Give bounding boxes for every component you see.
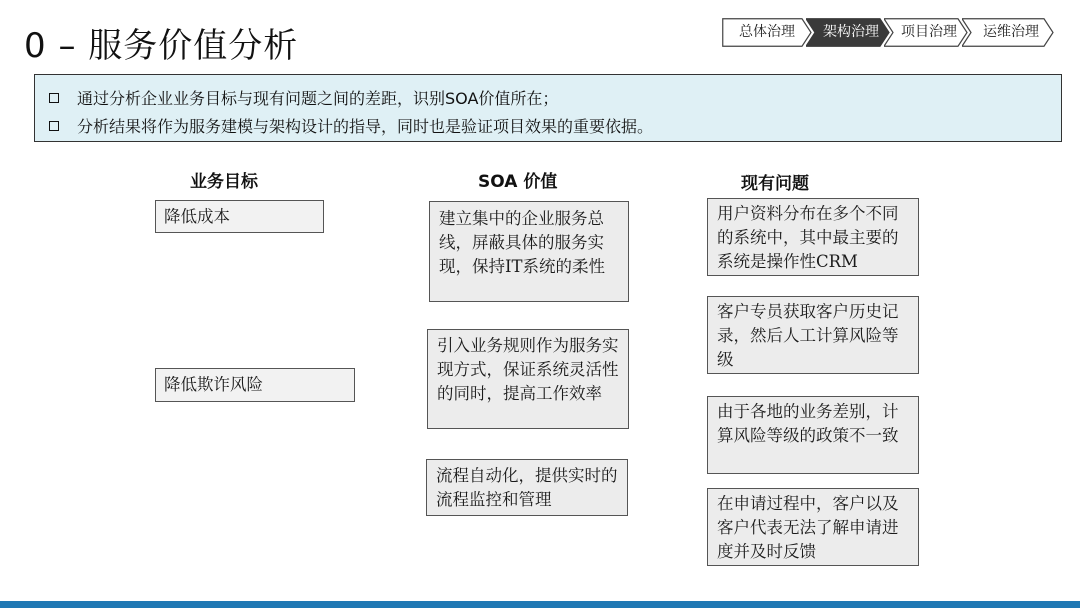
breadcrumb [722,18,1054,47]
note-item [45,114,653,137]
summary-note-box [34,74,1062,142]
page-title: 0 – 服务价值分析 [24,26,299,66]
problem-box-policy: 由于各地的业务差别，计算风险等级的政策不一致 [707,396,919,474]
problem-box-feedback: 在申请过程中，客户以及客户代表无法了解申请进度并及时反馈 [707,488,919,566]
problem-box-crm: 用户资料分布在多个不同的系统中，其中最主要的系统是操作性CRM [707,198,919,276]
crumb-label: 架构治理 [823,24,879,40]
checkbox-bullet-icon [49,121,59,131]
soa-value-box-rules: 引入业务规则作为服务实现方式，保证系统灵活性的同时，提高工作效率 [427,329,629,429]
problem-box-manual-risk: 客户专员获取客户历史记录，然后人工计算风险等级 [707,296,919,374]
problems-column-header: 现有问题 [741,174,809,194]
note-text: 通过分析企业业务目标与现有问题之间的差距，识别SOA价值所在； [77,89,559,108]
note-item [45,86,558,109]
checkbox-bullet-icon [49,93,59,103]
crumb-label: 运维治理 [983,24,1039,40]
crumb-label: 总体治理 [739,24,795,40]
soa-value-box-process: 流程自动化，提供实时的流程监控和管理 [426,459,628,516]
goals-column-header: 业务目标 [190,172,258,192]
footer-bar [0,601,1080,608]
breadcrumb-item-architecture[interactable] [806,18,890,47]
breadcrumb-item-overall[interactable] [722,18,812,47]
breadcrumb-item-operations[interactable] [962,18,1054,47]
crumb-label: 项目治理 [901,24,957,40]
soa-column-header: SOA 价值 [478,172,558,192]
goal-box-fraud-risk: 降低欺诈风险 [155,368,355,402]
goal-box-cost: 降低成本 [155,200,324,233]
note-text: 分析结果将作为服务建模与架构设计的指导，同时也是验证项目效果的重要依据。 [77,117,654,136]
soa-value-box-esb: 建立集中的企业服务总线，屏蔽具体的服务实现，保持IT系统的柔性 [429,201,629,302]
breadcrumb-item-project[interactable] [884,18,968,47]
